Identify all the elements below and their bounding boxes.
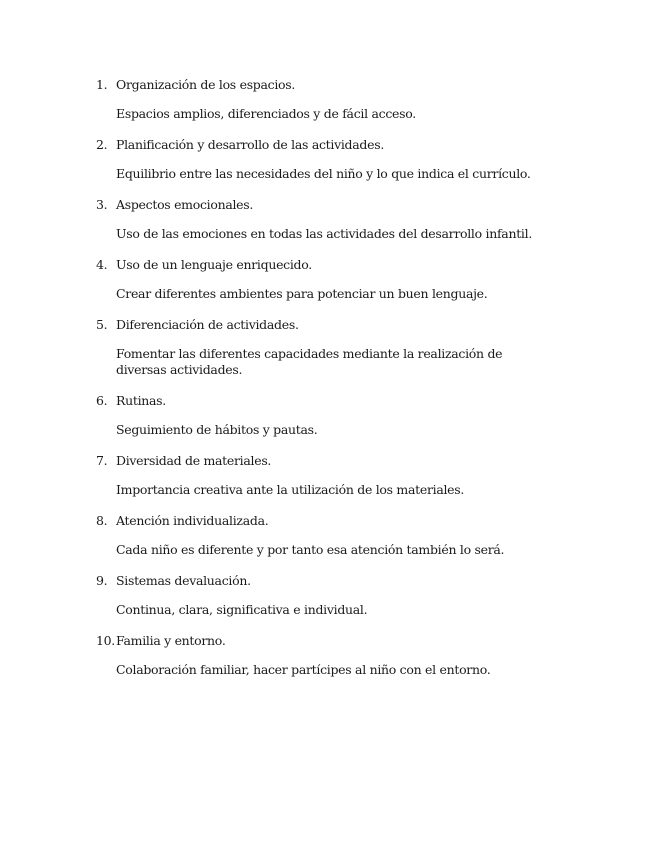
- item-description: Crear diferentes ambientes para potenciar un buen lenguaje.: [116, 286, 488, 301]
- item-title: Sistemas devaluación.: [116, 573, 251, 588]
- item-description: Equilibrio entre las necesidades del niño y lo que indica el currículo.: [116, 166, 531, 181]
- item-title: Diversidad de materiales.: [116, 453, 272, 468]
- list-item: [96, 572, 556, 618]
- item-title: Organización de los espacios.: [116, 77, 296, 92]
- item-heading: [96, 136, 556, 153]
- item-number: 4.: [96, 257, 108, 272]
- item-title: Aspectos emocionales.: [116, 197, 254, 212]
- item-heading: [96, 452, 556, 469]
- item-heading: [96, 316, 556, 333]
- item-heading: [96, 196, 556, 213]
- item-title: Rutinas.: [116, 393, 166, 408]
- list-item: [96, 196, 556, 242]
- item-title: Uso de un lenguaje enriquecido.: [116, 257, 312, 272]
- list-item: [96, 76, 556, 122]
- list-item: [96, 136, 556, 182]
- item-heading: [96, 572, 556, 589]
- item-description: Espacios amplios, diferenciados y de fácil acceso.: [116, 106, 416, 121]
- list-item: [96, 256, 556, 302]
- item-description: Fomentar las diferentes capacidades mediante la realización de diversas actividades.: [116, 346, 503, 377]
- item-title: Atención individualizada.: [116, 513, 269, 528]
- item-number: 8.: [96, 513, 108, 528]
- list-item: [96, 316, 556, 378]
- item-description: Colaboración familiar, hacer partícipes al niño con el entorno.: [116, 662, 491, 677]
- item-number: 5.: [96, 317, 108, 332]
- item-number: 9.: [96, 573, 108, 588]
- item-title: Planificación y desarrollo de las actividades.: [116, 137, 384, 152]
- item-description: Seguimiento de hábitos y pautas.: [116, 422, 318, 437]
- item-number: 7.: [96, 453, 108, 468]
- item-number: 1.: [96, 77, 108, 92]
- list-item: [96, 452, 556, 498]
- numbered-list: [96, 76, 556, 692]
- item-heading: [96, 512, 556, 529]
- item-number: 2.: [96, 137, 108, 152]
- list-item: [96, 392, 556, 438]
- item-number: 10.: [96, 633, 115, 648]
- item-description: Uso de las emociones en todas las actividades del desarrollo infantil.: [116, 226, 533, 241]
- list-item: [96, 632, 556, 678]
- item-heading: [96, 632, 556, 649]
- item-description: Continua, clara, significativa e individual.: [116, 602, 368, 617]
- item-description: Cada niño es diferente y por tanto esa atención también lo será.: [116, 542, 505, 557]
- item-number: 6.: [96, 393, 108, 408]
- item-description: Importancia creativa ante la utilización de los materiales.: [116, 482, 465, 497]
- item-heading: [96, 76, 556, 93]
- list-item: [96, 512, 556, 558]
- item-heading: [96, 256, 556, 273]
- item-title: Diferenciación de actividades.: [116, 317, 299, 332]
- item-title: Familia y entorno.: [116, 633, 226, 648]
- item-number: 3.: [96, 197, 108, 212]
- item-heading: [96, 392, 556, 409]
